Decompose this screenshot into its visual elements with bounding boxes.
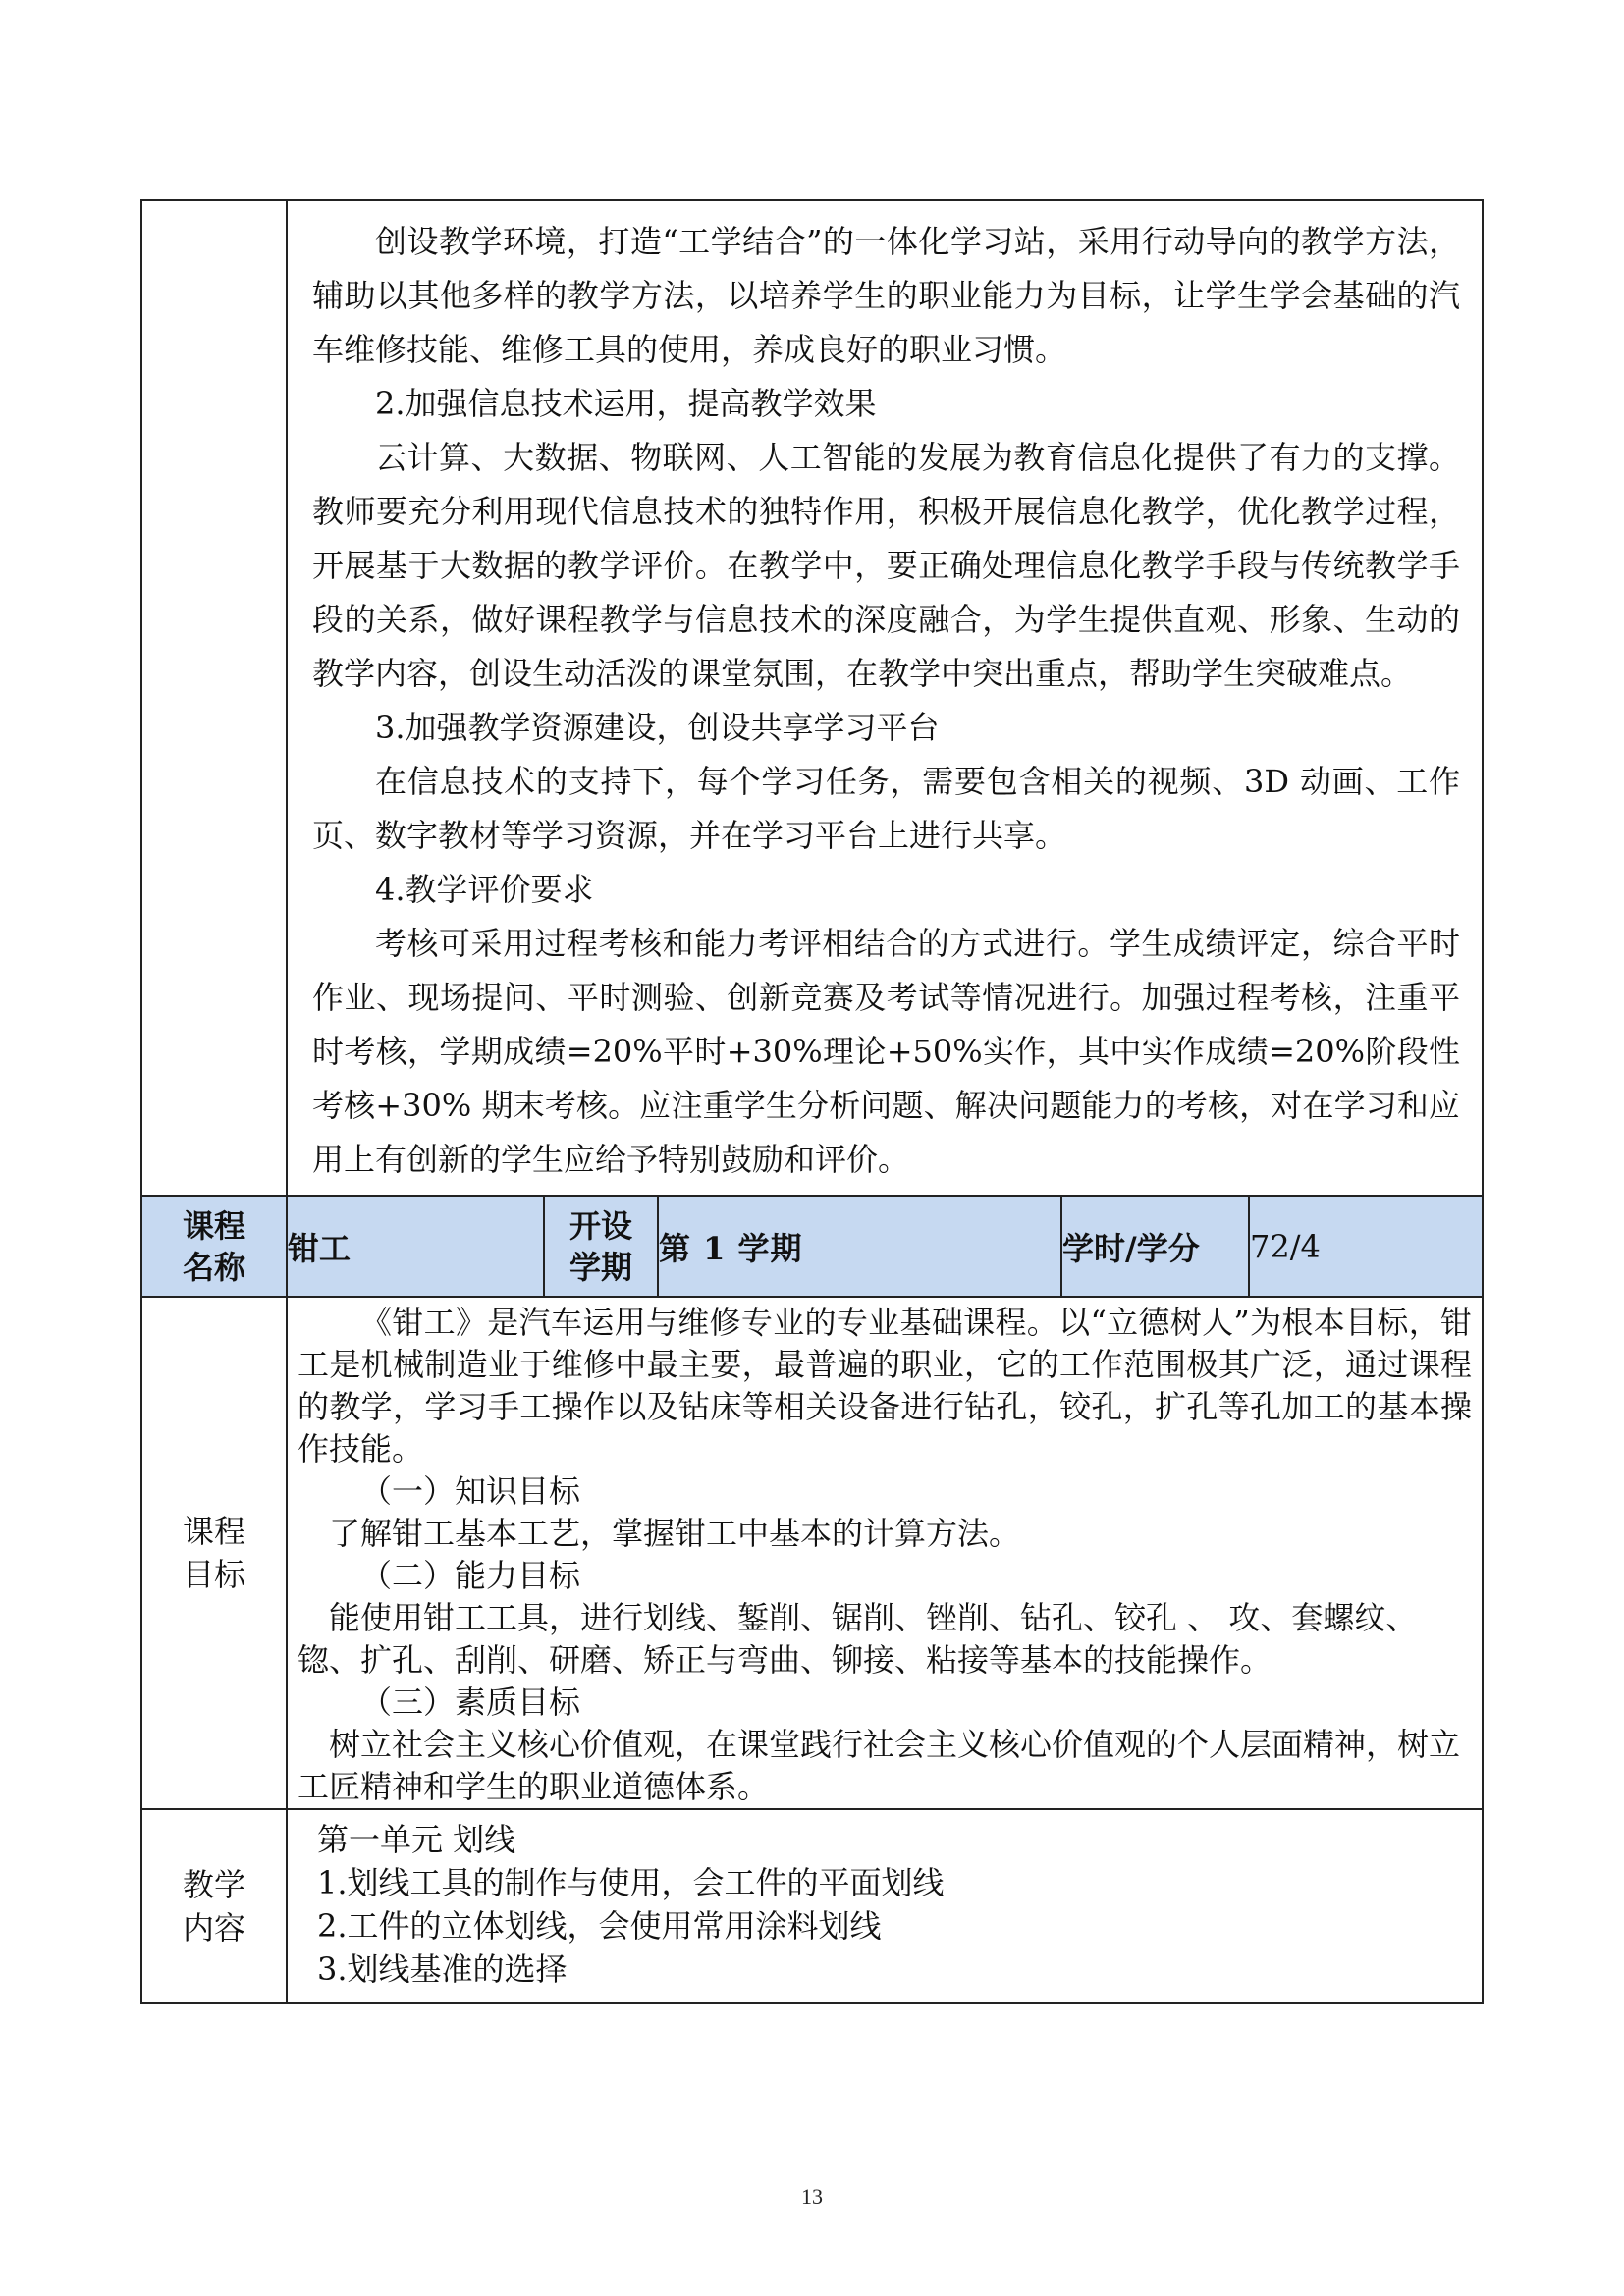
paragraph: 创设教学环境，打造“工学结合”的一体化学习站，采用行动导向的教学方法， 辅助以其他多样的教学方法，以培养学生的职业能力为目标，让学生学会基础的汽车维修技能、维修工具的使用，养成良好的职业习惯。	[312, 223, 1461, 368]
teaching-content-row	[141, 1809, 1483, 2003]
course-name-value: 钳工	[287, 1196, 544, 1297]
subheading: 2.加强信息技术运用，提高教学效果	[375, 385, 877, 422]
course-goals-label	[141, 1297, 287, 1809]
paragraph: 树立社会主义核心价值观，在课堂践行社会主义核心价值观的个人层面精神，树立工匠精神和学生的职业道德体系。	[298, 1726, 1461, 1805]
list-item: 3.划线基准的选择	[317, 1950, 568, 1988]
list-item: 2.工件的立体划线，会使用常用涂料划线	[317, 1907, 882, 1945]
teaching-content-cell	[287, 1809, 1483, 2003]
unit-title: 第一单元 划线	[317, 1821, 516, 1858]
teaching-content-text	[288, 1810, 1482, 2002]
paragraph: 云计算、大数据、物联网、人工智能的发展为教育信息化提供了有力的支撑。教师要充分利用现代信息技术的独特作用，积极开展信息化教学，优化教学过程，开展基于大数据的教学评价。在教学中，要正确处理信息化教学手段与传统教学手段的关系，做好课程教学与信息技术的深度融合，为学生提供直观、形象、生动的教学内容，创设生动活泼的课堂氛围，在教学中突出重点，帮助学生突破难点。	[312, 439, 1461, 692]
term-value: 第 1 学期	[658, 1196, 1061, 1297]
teaching-method-text	[288, 201, 1482, 1195]
hours-credits-label: 学时/学分	[1061, 1196, 1249, 1297]
course-name-label: 课程 名称	[141, 1196, 287, 1297]
course-table	[140, 199, 1484, 2004]
subheading: （一）知识目标	[360, 1472, 581, 1510]
paragraph: 了解钳工基本工艺，掌握钳工中基本的计算方法。	[329, 1515, 1021, 1552]
subheading: （三）素质目标	[360, 1683, 581, 1721]
course-goals-row	[141, 1297, 1483, 1809]
teaching-content-label	[141, 1809, 287, 2003]
paragraph: 《钳工》是汽车运用与维修专业的专业基础课程。以“立德树人”为根本目标，钳工是机械制造业于维修中最主要，最普遍的职业，它的工作范围极其广泛，通过课程的教学，学习手工操作以及钻床等相关设备进行钻孔，铰孔，扩孔等孔加工的基本操作技能。	[298, 1304, 1473, 1468]
paragraph: 能使用钳工工具，进行划线、錾削、锯削、锉削、钻孔、铰孔 、 攻、套螺纹、锪、扩孔、刮削、研磨、矫正与弯曲、铆接、粘接等基本的技能操作。	[298, 1599, 1418, 1679]
subheading: （二）能力目标	[360, 1557, 581, 1594]
course-goals-text	[288, 1298, 1482, 1808]
subheading: 3.加强教学资源建设，创设共享学习平台	[375, 709, 940, 746]
list-item: 1.划线工具的制作与使用，会工件的平面划线	[317, 1864, 945, 1901]
teaching-content-label-text: 教学 内容	[182, 1866, 245, 1947]
paragraph: 在信息技术的支持下，每个学习任务，需要包含相关的视频、3D 动画、工作页、数字教材等学习资源，并在学习平台上进行共享。	[312, 763, 1461, 854]
teaching-method-cell	[287, 200, 1483, 1196]
page-number: 13	[801, 2184, 823, 2209]
subheading: 4.教学评价要求	[375, 871, 594, 908]
paragraph: 考核可采用过程考核和能力考评相结合的方式进行。学生成绩评定，综合平时作业、现场提问、平时测验、创新竞赛及考试等情况进行。加强过程考核，注重平时考核，学期成绩=20%平时+30%理论+50%实作，其中实作成绩=20%阶段性考核+30% 期末考核。应注重学生分析问题、解决问题能力的考核，对在学习和应用上有创新的学生应给予特别鼓励和评价。	[312, 925, 1461, 1178]
term-label: 开设 学期	[544, 1196, 658, 1297]
course-header-row	[141, 1196, 1483, 1297]
course-goals-label-text: 课程 目标	[182, 1513, 245, 1593]
hours-credits-value: 72/4	[1249, 1196, 1483, 1297]
course-goals-cell	[287, 1297, 1483, 1809]
teaching-method-row	[141, 200, 1483, 1196]
blank-label-cell	[141, 200, 287, 1196]
